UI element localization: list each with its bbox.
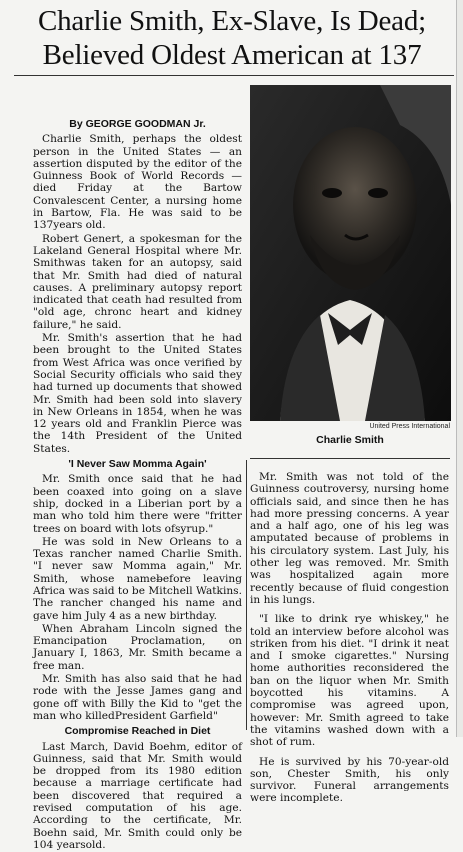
headline xyxy=(14,4,450,72)
paragraph: Mr. Smith was not told of the Guinness coutroversy, nursing home officials said, and since then he has had more pressing concerns. A year and a half ago, one of his leg was amputated because of problems in his circulatory system. Last July, his other leg was removed. Mr. Smith was hospitalized again more recently because of fluid congestion in his lungs. xyxy=(250,471,449,606)
paragraph: Mr. Smith's assertion that he had been brought to the United States from West Africa was once verified by Social Security officials who said they had turned up documents that showed Mr. Smith had been sold into slavery in New Orleans in 1854, when he was 12 years old and Franklin Pierce was the 14th President of the United States. xyxy=(33,332,242,455)
article-left-column xyxy=(33,118,242,852)
paragraph: Last March, David Boehm, editor of Guinness, said that Mr. Smith would be dropped from its 1980 edition because a marriage certificate had been discovered that required a revised computation of his age. According to the certificate, Mr. Boehn said, Mr. Smith could only be 104 yearsold. xyxy=(33,740,242,851)
byline: By GEORGE GOODMAN Jr. xyxy=(69,118,206,130)
headline-rule xyxy=(14,75,454,76)
subhead-compromise: Compromise Reached in Diet xyxy=(64,725,211,738)
portrait-photo xyxy=(250,85,451,421)
caption-rule xyxy=(250,458,450,459)
paragraph: When Abraham Lincoln signed the Emancipation Proclamation, on January I, 1863, Mr. Smith became a free man. xyxy=(33,622,242,672)
left-margin-fragment xyxy=(0,90,30,730)
headline-line-2: Believed Oldest American at 137 xyxy=(42,39,422,71)
paragraph: Mr. Smith has also said that he had rode with the Jesse James gang and gone off with Billy the Kid to "get the man who killedPresident Garfield" xyxy=(33,673,242,722)
paragraph: "I like to drink rye whiskey," he told an interview before alcohol was striken from his diet. "I drink it neat and I smoke cigarettes." Nursing home authorities reconsidered the ban on the liquor when Mr. Smith boycotted his vitamins. A compromise was agreed upon, however: Mr. Smith agreed to take the vitamins washed down with a shot of rum. xyxy=(250,613,449,749)
article-right-column xyxy=(250,471,449,812)
photo-credit: United Press International xyxy=(369,423,450,430)
paragraph: Robert Genert, a spokesman for the Lakeland General Hospital where Mr. Smithwas taken for an autopsy, said that Mr. Smith had died of natural causes. A preliminary autopsy report indicated that ceath had resulted from "old age, chronc heart and kidney failure," he said. xyxy=(33,232,242,331)
photo-caption: Charlie Smith xyxy=(316,434,384,446)
paragraph: He was sold in New Orleans to a Texas rancher named Charlie Smith. "I never saw Momma again," Mr. Smith, whose nameb̶efore leaving Africa was said to be Mitchell Watkins. The rancher changed his name and gave him July 4 as a new birthday. xyxy=(33,535,242,622)
portrait-image xyxy=(250,85,451,421)
right-margin-fragment xyxy=(456,0,463,737)
headline-line-1: Charlie Smith, Ex-Slave, Is Dead; xyxy=(37,5,427,37)
paragraph: Charlie Smith, perhaps the oldest person in the United States — an assertion disputed by the editor of the Guinness Book of World Records — died Friday at the Bartow Convalescent Center, a nursing home in Bartow, Fla. He was said to be 137years old. xyxy=(33,133,242,232)
column-divider xyxy=(246,460,247,730)
subhead-momma: 'I Never Saw Momma Again' xyxy=(68,458,207,471)
paragraph: Mr. Smith once said that he had been coaxed into going on a slave ship, docked in a Liberian port by a man who told him there were "fritter trees on board with lots ofsyrup." xyxy=(33,473,242,535)
paragraph: He is survived by his 70-year-old son, Chester Smith, his only survivor. Funeral arrangements were incomplete. xyxy=(250,755,449,805)
